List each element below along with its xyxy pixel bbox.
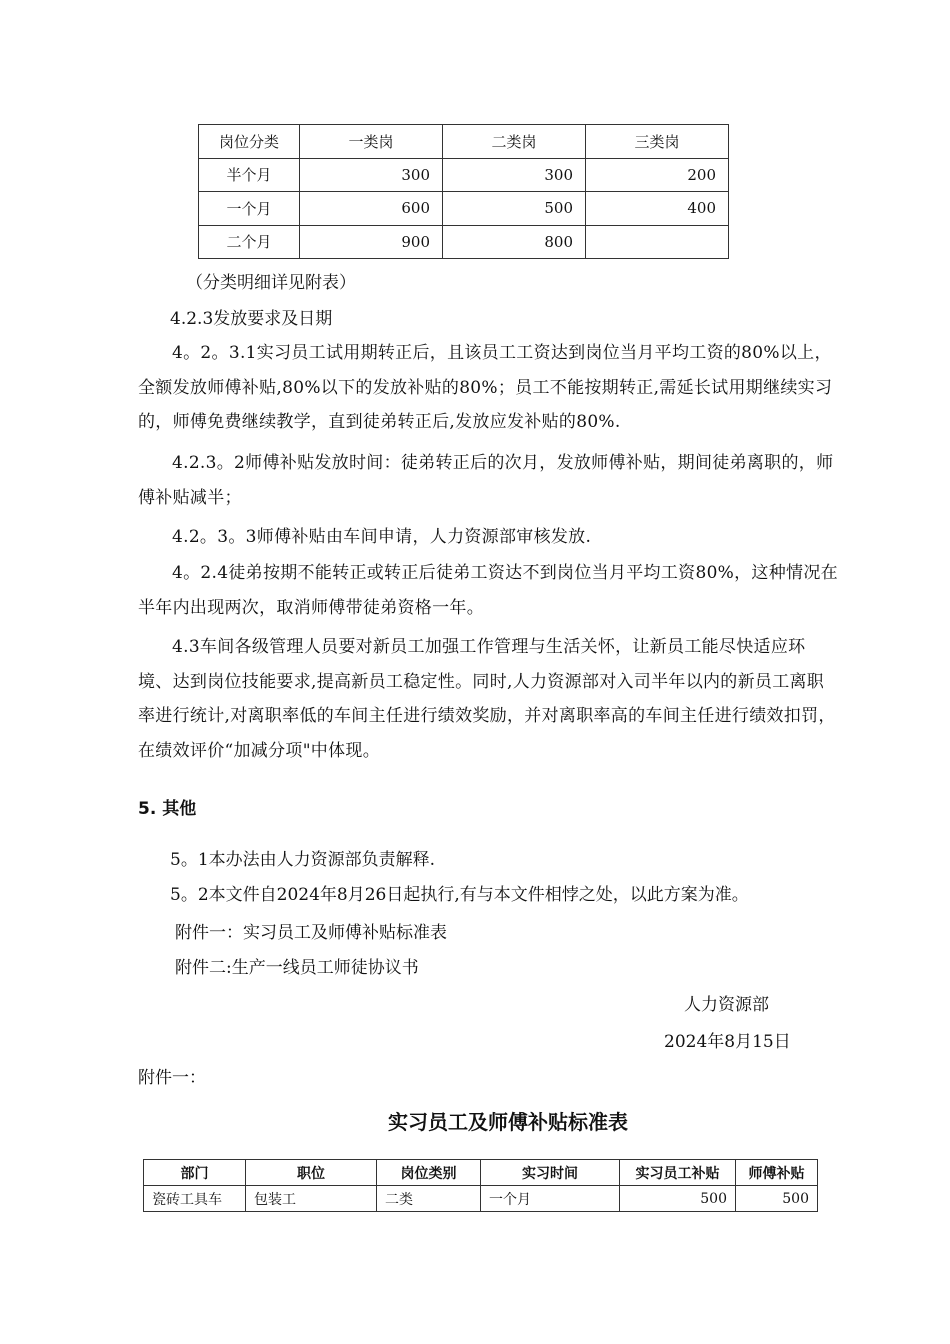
table-row — [144, 1186, 818, 1212]
table-cell: 800 — [443, 225, 586, 259]
table-cell: 500 — [620, 1186, 736, 1212]
paragraph-4-2-3-3: 4.2。3。3师傅补贴由车间申请，人力资源部审核发放. — [172, 527, 592, 547]
signer: 人力资源部 — [684, 995, 769, 1015]
table-cell: 半个月 — [199, 158, 300, 192]
appendix-label: 附件一： — [138, 1068, 206, 1088]
attachment-2-line: 附件二:生产一线员工师徒协议书 — [175, 958, 419, 978]
table-cell: 200 — [586, 158, 729, 192]
table-cell: 包装工 — [246, 1186, 377, 1212]
table-header-cell: 三类岗 — [586, 125, 729, 159]
section-4-2-3-heading: 4.2.3发放要求及日期 — [170, 309, 333, 329]
table-header-cell: 师傅补贴 — [736, 1160, 818, 1186]
table-cell: 二类 — [377, 1186, 481, 1212]
paragraph-4-3: 4.3车间各级管理人员要对新员工加强工作管理与生活关怀，让新员工能尽快适应环境、达到岗位技能要求,提高新员工稳定性。同时,人力资源部对入司半年以内的新员工离职率进行统计,对离职率低的车间主任进行绩效奖励，并对离职率高的车间主任进行绩效扣罚，在绩效评价“加减分项"中体现。 — [138, 637, 836, 761]
table-header-cell: 一类岗 — [300, 125, 443, 159]
paragraph-4-2-3-2: 4.2.3。2师傅补贴发放时间：徒弟转正后的次月，发放师傅补贴，期间徒弟离职的，师傅补贴减半； — [138, 453, 834, 508]
table-cell: 900 — [300, 225, 443, 259]
table-cell: 一个月 — [481, 1186, 620, 1212]
table-header-cell: 职位 — [246, 1160, 377, 1186]
table-row — [199, 158, 729, 192]
table-cell: 500 — [443, 192, 586, 226]
table-header-cell: 二类岗 — [443, 125, 586, 159]
table-cell: 400 — [586, 192, 729, 226]
table-cell: 二个月 — [199, 225, 300, 259]
subsidy-table — [198, 124, 729, 259]
paragraph-4-2-3-1: 4。2。3.1实习员工试用期转正后，且该员工工资达到岗位当月平均工资的80%以上，全额发放师傅补贴,80%以下的发放补贴的80%；员工不能按期转正,需延长试用期继续实习的，师傅免费继续教学，直到徒弟转正后,发放应发补贴的80%. — [138, 343, 833, 432]
table-cell: 一个月 — [199, 192, 300, 226]
paragraph-5-2: 5。2本文件自2024年8月26日起执行,有与本文件相悖之处，以此方案为准。 — [170, 885, 749, 905]
table-header-cell: 岗位分类 — [199, 125, 300, 159]
table-header-row — [144, 1160, 818, 1186]
table-cell — [586, 225, 729, 259]
appendix-table — [143, 1159, 818, 1212]
table-row — [199, 225, 729, 259]
attachment-1-line: 附件一：实习员工及师傅补贴标准表 — [175, 923, 447, 943]
table-header-cell: 实习员工补贴 — [620, 1160, 736, 1186]
section-5-heading: 5. 其他 — [138, 799, 197, 819]
table-cell: 300 — [300, 158, 443, 192]
table-header-row — [199, 125, 729, 159]
paragraph-4-2-4: 4。2.4徒弟按期不能转正或转正后徒弟工资达不到岗位当月平均工资80%，这种情况在半年内出现两次，取消师傅带徒弟资格一年。 — [138, 563, 838, 618]
table-header-cell: 岗位类别 — [377, 1160, 481, 1186]
appendix-table-title: 实习员工及师傅补贴标准表 — [388, 1110, 628, 1134]
table-cell: 瓷砖工具车 — [144, 1186, 246, 1212]
paragraph-5-1: 5。1本办法由人力资源部负责解释. — [170, 850, 436, 870]
table-cell: 300 — [443, 158, 586, 192]
table-cell: 600 — [300, 192, 443, 226]
table-header-cell: 部门 — [144, 1160, 246, 1186]
table-cell: 500 — [736, 1186, 818, 1212]
table-note: （分类明细详见附表） — [186, 273, 356, 293]
table-header-cell: 实习时间 — [481, 1160, 620, 1186]
table-row — [199, 192, 729, 226]
document-date: 2024年8月15日 — [664, 1032, 791, 1052]
